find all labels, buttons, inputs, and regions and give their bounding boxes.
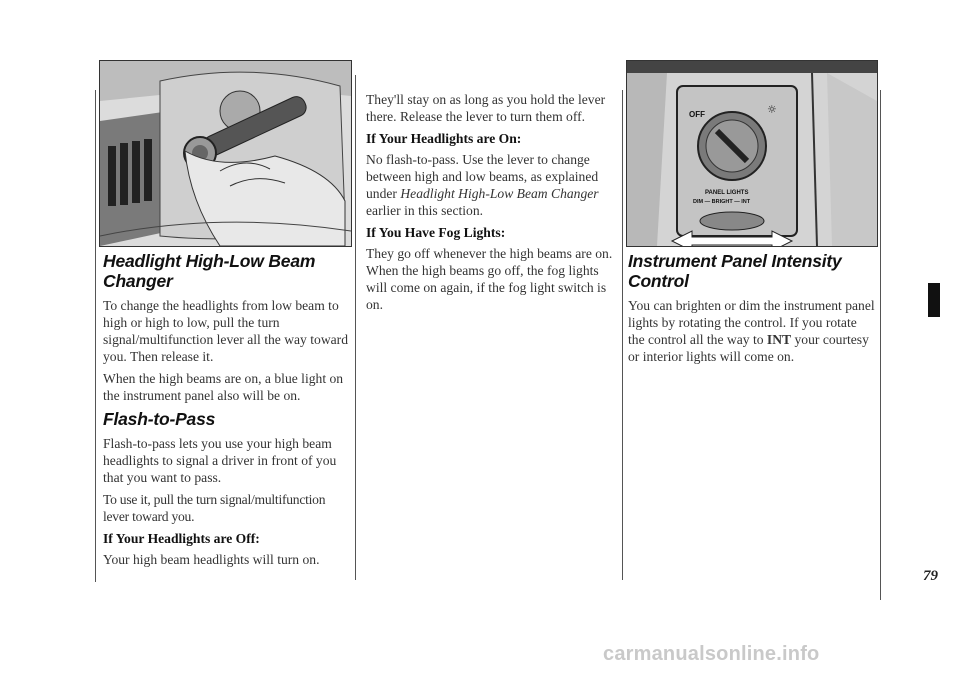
column-divider-2 [622, 90, 623, 580]
headlight-lever-illustration [99, 60, 352, 247]
section-tab-marker [928, 283, 940, 317]
page-number: 79 [923, 568, 938, 584]
sun-icon: ☼ [767, 103, 777, 116]
middle-column [366, 91, 616, 318]
column-divider-1 [355, 75, 356, 580]
paragraph: To use it, pull the turn signal/multifunction lever toward you. [103, 492, 326, 524]
right-column [628, 251, 876, 370]
subheading-headlights-off: If Your Headlights are Off: [103, 531, 260, 546]
left-column [103, 251, 351, 573]
panel-lights-label: PANEL LIGHTS [705, 190, 749, 196]
heading-headlight-high-low-beam-changer: Headlight High-Low Beam Changer [103, 251, 316, 291]
dim-bright-int-label: DIM — BRIGHT — INT [693, 199, 751, 205]
paragraph: You can brighten or dim the instrument panel lights by rotating the control. If you rotate the control all the way to INT your courtesy or interior lights will come on. [628, 298, 875, 364]
subheading-fog-lights: If You Have Fog Lights: [366, 225, 506, 240]
left-margin-rule [95, 90, 96, 582]
subheading-headlights-on: If Your Headlights are On: [366, 131, 522, 146]
paragraph: To change the headlights from low beam to high or high to low, pull the turn signal/multifunction lever all the way toward you. Then release it. [103, 298, 348, 364]
paragraph: They'll stay on as long as you hold the lever there. Release the lever to turn them off. [366, 92, 606, 124]
heading-flash-to-pass: Flash-to-Pass [103, 409, 216, 429]
watermark: carmanualsonline.info [603, 643, 820, 665]
paragraph: They go off whenever the high beams are on. When the high beams go off, the fog lights will come on again, if the fog light switch is on. [366, 246, 613, 312]
paragraph: Flash-to-pass lets you use your high beam headlights to signal a driver in front of you that you want to pass. [103, 436, 337, 485]
paragraph: Your high beam headlights will turn on. [103, 552, 320, 567]
paragraph: No flash-to-pass. Use the lever to change between high and low beams, as explained under Headlight High-Low Beam Changer earlier in this section. [366, 152, 599, 218]
heading-instrument-panel-intensity-control: Instrument Panel Intensity Control [628, 251, 842, 291]
right-margin-rule [880, 90, 881, 600]
instrument-panel-dial-illustration [626, 60, 878, 247]
paragraph: When the high beams are on, a blue light on the instrument panel also will be on. [103, 371, 344, 403]
off-label: OFF [689, 110, 705, 119]
